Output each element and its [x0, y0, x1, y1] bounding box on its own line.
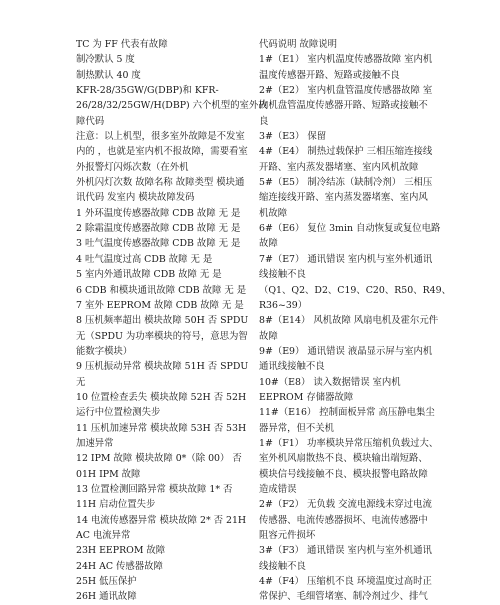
right-text-line: 线接触不良: [259, 269, 306, 281]
right-text-line: 常保护、毛细管堵塞、制冷剂过少、排气: [259, 591, 428, 603]
left-text-line: 01H IPM 故障: [76, 468, 141, 480]
right-text-line: 4#（E4） 制热过载保护 三相压缩连接线: [259, 146, 433, 158]
right-text-line: 阻容元件损坏: [259, 530, 316, 541]
left-text-line: 23H EEPROM 故障: [76, 545, 166, 557]
right-text-line: 缩连接线开路、室内蒸发器堵塞、室内风: [259, 192, 428, 204]
right-text-line: 1#（E1） 室内机温度传感器故障 室内机: [259, 54, 433, 66]
left-text-line: 10 位置检查丢失 模块故障 52H 否 52H: [76, 391, 247, 403]
left-text-line: 加速异常: [76, 437, 114, 449]
left-text-line: 能数字模块）: [76, 345, 133, 357]
right-text-line: 通讯线接触不良: [259, 361, 325, 373]
right-text-line: 4#（F4） 压缩机不良 环境温度过高时正: [259, 576, 432, 588]
left-text-line: 24H AC 传感器故障: [76, 560, 163, 572]
right-text-line: R36~39）: [259, 299, 308, 311]
right-text-line: 3#（F3） 通讯错误 室内机与室外机通讯: [259, 545, 432, 557]
left-text-line: 9 压机振动异常 模块故障 51H 否 SPDU: [76, 361, 249, 373]
right-text-line: 7#（E7） 通讯错误 室内机与室外机通讯: [259, 253, 433, 265]
left-column: [76, 37, 268, 605]
left-text-line: 障代码: [76, 115, 105, 127]
left-text-line: 运行中位置检测失步: [76, 407, 161, 419]
left-text-line: 无（SPDU 为功率模块的符号，意思为智: [76, 330, 248, 342]
right-text-line: 室外机风扇散热不良、模块输出端短路、: [259, 453, 428, 465]
left-text-line: 26/28/32/25GW/H(DBP) 六个机型的室外故: [76, 100, 268, 112]
left-text-line: 1 外环温度传感器故障 CDB 故障 无 是: [76, 207, 241, 219]
right-text-line: 2#（F2） 无负载 交流电源线未穿过电流: [259, 499, 432, 511]
left-text-line: 7 室外 EEPROM 故障 CDB 故障 无 是: [76, 299, 244, 311]
left-text-line: TC 为 FF 代表有故障: [76, 39, 168, 50]
left-text-line: 25H 低压保护: [76, 576, 137, 588]
left-text-line: 4 吐气温度过高 CDB 故障 无 是: [76, 253, 213, 265]
left-text-line: 26H 通讯故障: [76, 591, 137, 603]
right-text-line: 内机盘管温度传感器开路、短路或接触不: [259, 100, 428, 112]
left-text-line: KFR-28/35GW/G(DBP)和 KFR-: [76, 85, 219, 97]
left-text-line: 12 IPM 故障 模块故障 0*（除 00） 否: [76, 453, 242, 465]
right-text-line: 代码说明 故障说明: [259, 39, 337, 50]
left-text-line: 注意：以上机型，很多室外故障是不发室: [76, 131, 245, 143]
left-text-line: 外机闪灯次数 故障名称 故障类型 模块通: [76, 177, 245, 189]
left-text-line: 无: [76, 376, 86, 388]
right-text-line: 线接触不良: [259, 560, 306, 572]
right-text-line: 模块信号线接触不良、模块报警电路故障: [259, 468, 428, 480]
left-text-line: 14 电流传感器异常 模块故障 2* 否 21H: [76, 514, 247, 526]
right-text-line: 器异常，但不关机: [259, 422, 335, 434]
right-text-line: （Q1、Q2、D2、C19、C20、R50、R49、: [259, 284, 451, 296]
right-text-line: 机故障: [259, 207, 288, 219]
right-text-line: 温度传感器开路、短路或接触不良: [259, 69, 400, 81]
left-text-line: 3 吐气温度传感器故障 CDB 故障 无 是: [76, 238, 241, 250]
left-text-line: 5 室内外通讯故障 CDB 故障 无 是: [76, 269, 222, 281]
left-text-line: 讯代码 发室内 模块故障发码: [76, 192, 195, 204]
right-text-line: 故障: [259, 330, 278, 342]
right-text-line: 传感器、电流传感器损坏、电流传感器中: [259, 514, 428, 526]
right-text-line: 故障: [259, 238, 278, 250]
right-text-line: 良: [259, 115, 269, 127]
left-text-line: AC 电流异常: [76, 530, 131, 541]
right-text-line: 6#（E6） 复位 3min 自动恢复或复位电路: [259, 223, 441, 235]
right-column: [259, 37, 451, 605]
left-text-line: 13 位置检测回路异常 模块故障 1* 否: [76, 483, 233, 495]
left-text-line: 制冷默认 5 度: [76, 54, 135, 66]
right-text-line: 9#（E9） 通讯错误 液晶显示屏与室内机: [259, 345, 433, 357]
right-text-line: 11#（E16） 控制面板异常 高压静电集尘: [259, 407, 435, 419]
left-text-line: 11H 启动位置失步: [76, 499, 156, 511]
left-text-line: 2 除霜温度传感器故障 CDB 故障 无 是: [76, 223, 241, 235]
left-text-line: 8 压机频率超出 模块故障 50H 否 SPDU: [76, 315, 249, 327]
right-text-line: 3#（E3） 保留: [259, 131, 327, 143]
right-text-line: 造成错误: [259, 483, 297, 495]
left-text-line: 内的 ，也就是室内机不报故障，需要看室: [76, 146, 248, 158]
left-text-line: 外报警灯闪烁次数（在外机: [76, 161, 189, 173]
right-text-line: 10#（E8） 读入数据错误 室内机: [259, 376, 401, 388]
left-text-line: 制热默认 40 度: [76, 69, 141, 81]
right-text-line: 5#（E5） 制冷结冻（缺制冷剂） 三相压: [259, 177, 433, 189]
right-text-line: EEPROM 存储器故障: [259, 391, 354, 403]
right-text-line: 2#（E2） 室内机盘管温度传感器故障 室: [259, 85, 433, 97]
right-text-line: 开路、室内蒸发器堵塞、室内风机故障: [259, 161, 419, 173]
right-text-line: 8#（E14） 风机故障 风扇电机及霍尔元件: [259, 315, 439, 327]
left-text-line: 6 CDB 和模块通讯故障 CDB 故障 无 是: [76, 284, 247, 296]
right-text-line: 1#（F1） 功率模块异常压缩机负载过大、: [259, 437, 439, 449]
left-text-line: 11 压机加速异常 模块故障 53H 否 53H: [76, 422, 247, 434]
